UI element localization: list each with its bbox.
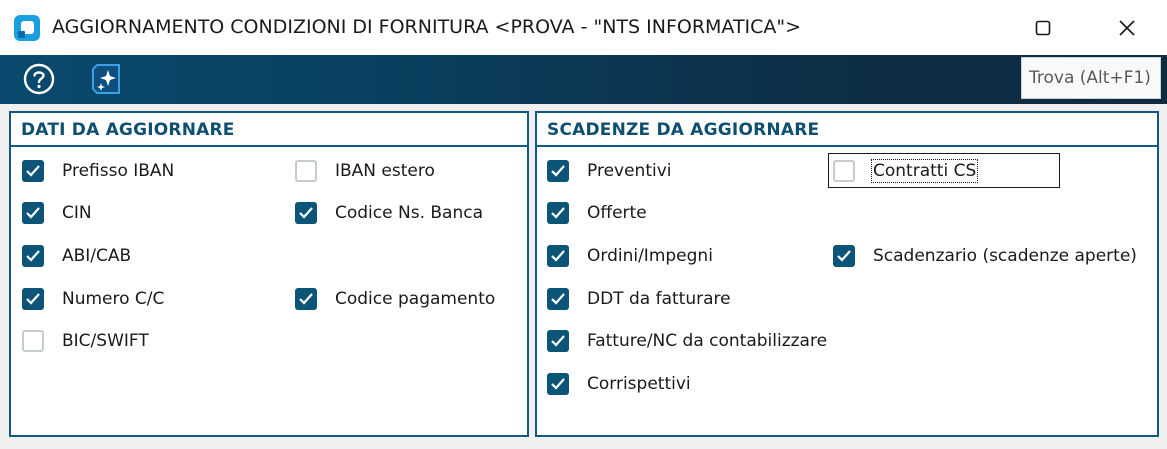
window-title: AGGIORNAMENTO CONDIZIONI DI FORNITURA <PROVA - "NTS INFORMATICA"> — [52, 16, 802, 38]
check-icon — [25, 164, 41, 178]
checkbox-label: Codice pagamento — [335, 289, 496, 309]
check-icon — [298, 292, 314, 306]
check-icon — [550, 334, 566, 348]
toolbar — [0, 55, 1167, 104]
close-icon — [1119, 20, 1135, 36]
close-button[interactable] — [1096, 0, 1158, 55]
checkbox-label: Prefisso IBAN — [62, 161, 175, 181]
check-icon — [25, 292, 41, 306]
checkbox-label: Offerte — [587, 203, 647, 223]
checkbox-box[interactable] — [22, 330, 44, 352]
panel-title: SCADENZE DA AGGIORNARE — [547, 120, 820, 140]
checkbox-box[interactable] — [547, 330, 569, 352]
checkbox-label: Fatture/NC da contabilizzare — [587, 331, 828, 351]
ai-assistant-icon[interactable] — [89, 61, 125, 97]
checkbox-label: Preventivi — [587, 161, 672, 181]
checkbox-box[interactable] — [547, 202, 569, 224]
check-icon — [550, 206, 566, 220]
checkbox-label: ABI/CAB — [62, 246, 132, 266]
checkbox-box[interactable] — [22, 202, 44, 224]
help-icon[interactable] — [21, 61, 57, 97]
app-icon — [13, 14, 41, 42]
checkbox-label: BIC/SWIFT — [62, 331, 149, 351]
checkbox-box[interactable] — [295, 288, 317, 310]
checkbox-box[interactable] — [547, 160, 569, 182]
maximize-icon — [1035, 20, 1051, 36]
panel-header — [537, 113, 1157, 147]
checkbox-label: Contratti CS — [873, 161, 977, 181]
checkbox-box[interactable] — [295, 202, 317, 224]
checkbox-box[interactable] — [547, 373, 569, 395]
checkbox-box[interactable] — [22, 288, 44, 310]
checkbox-box[interactable] — [547, 288, 569, 310]
maximize-button[interactable] — [1012, 0, 1074, 55]
checkbox-label: IBAN estero — [335, 161, 435, 181]
dati-da-aggiornare-panel — [9, 111, 529, 437]
title-bar — [0, 0, 1167, 55]
search-input[interactable]: Trova (Alt+F1) — [1021, 57, 1161, 99]
checkbox-label: Corrispettivi — [587, 374, 691, 394]
checkbox-label: CIN — [62, 203, 92, 223]
check-icon — [836, 249, 852, 263]
check-icon — [550, 249, 566, 263]
checkbox-box[interactable] — [295, 160, 317, 182]
checkbox-box[interactable] — [22, 160, 44, 182]
checkbox-box[interactable] — [833, 245, 855, 267]
checkbox-box[interactable] — [22, 245, 44, 267]
checkbox-label: Ordini/Impegni — [587, 246, 713, 266]
check-icon — [550, 292, 566, 306]
panel-title: DATI DA AGGIORNARE — [21, 120, 235, 140]
check-icon — [550, 164, 566, 178]
check-icon — [25, 206, 41, 220]
checkbox-box[interactable] — [547, 245, 569, 267]
check-icon — [550, 377, 566, 391]
checkbox-label: DDT da fatturare — [587, 289, 731, 309]
check-icon — [25, 249, 41, 263]
checkbox-box[interactable] — [833, 160, 855, 182]
checkbox-label: Codice Ns. Banca — [335, 203, 483, 223]
panel-header — [11, 113, 527, 147]
checkbox-label: Scadenzario (scadenze aperte) — [873, 246, 1137, 266]
checkbox-label: Numero C/C — [62, 289, 165, 309]
check-icon — [298, 206, 314, 220]
